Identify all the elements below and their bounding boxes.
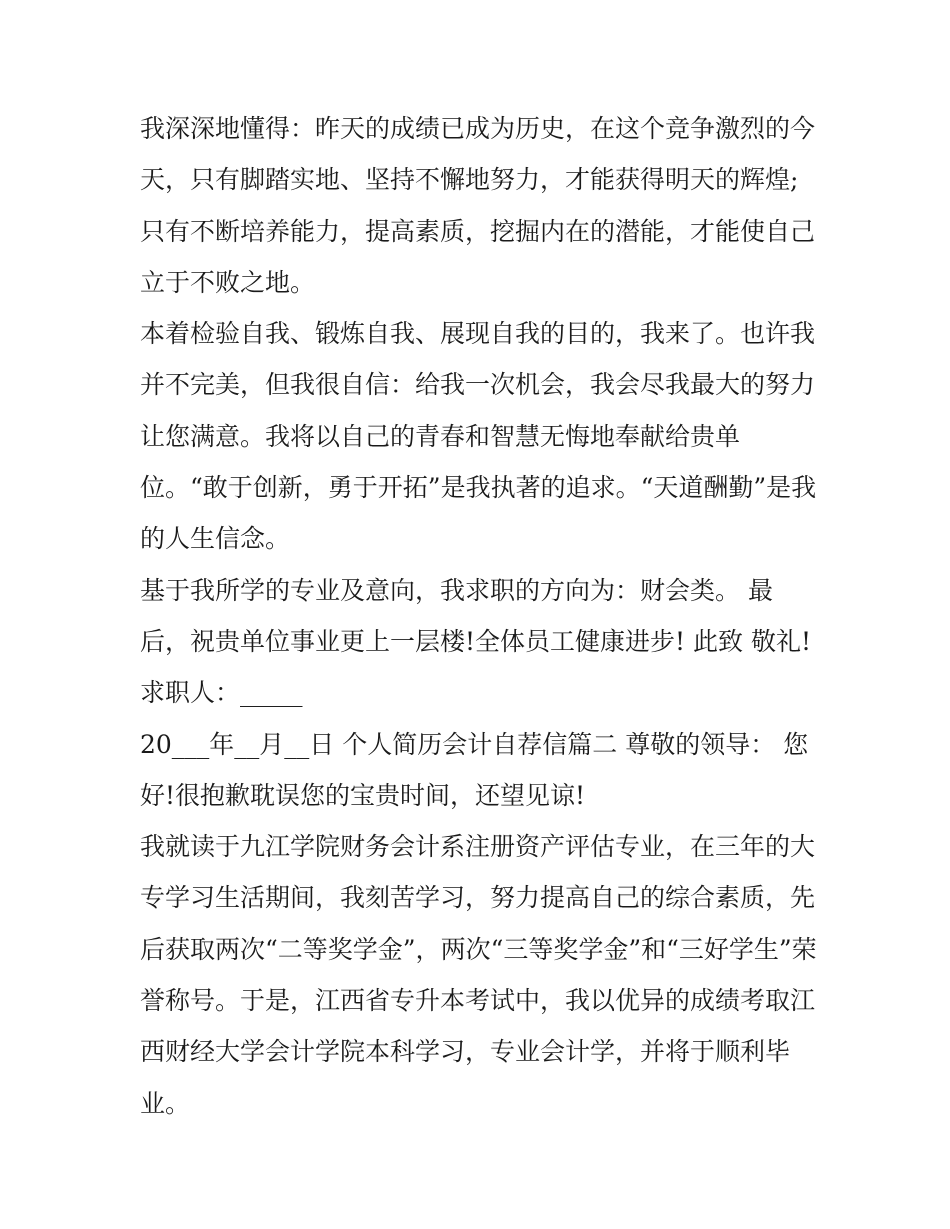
date-line: 20___年__月__日 个人简历会计自荐信篇二 尊敬的领导： 您 bbox=[140, 729, 809, 759]
text-line: 西财经大学会计学院本科学习，专业会计学，并将于顺利毕 bbox=[140, 1037, 791, 1067]
text-line: 后，祝贵单位事业更上一层楼!全体员工健康进步! 此致 敬礼! bbox=[140, 626, 812, 656]
text-line: 本着检验自我、锻炼自我、展现自我的目的，我来了。也许我 bbox=[140, 319, 816, 349]
text-line: 位。“敢于创新，勇于开拓”是我执著的追求。“天道酬勤”是我 bbox=[140, 473, 817, 503]
text-line: 天，只有脚踏实地、坚持不懈地努力，才能获得明天的辉煌; bbox=[140, 165, 799, 195]
text-line: 我深深地懂得：昨天的成绩已成为历史，在这个竞争激烈的今 bbox=[140, 114, 816, 143]
text-line: 的人生信念。 bbox=[140, 524, 291, 554]
text-line: 业。 bbox=[140, 1088, 191, 1118]
text-line: 基于我所学的专业及意向，我求职的方向为：财会类。 最 bbox=[140, 575, 773, 605]
text-line: 我就读于九江学院财务会计系注册资产评估专业，在三年的大 bbox=[140, 832, 816, 862]
text-line: 只有不断培养能力，提高素质，挖掘内在的潜能，才能使自己 bbox=[140, 216, 816, 246]
text-line: 立于不败之地。 bbox=[140, 267, 316, 297]
letter-body bbox=[140, 103, 820, 1129]
text-line: 让您满意。我将以自己的青春和智慧无悔地奉献给贵单 bbox=[140, 421, 741, 451]
signature-line: 求职人：_____ bbox=[140, 678, 303, 708]
text-line: 并不完美，但我很自信：给我一次机会，我会尽我最大的努力 bbox=[140, 370, 816, 400]
text-line: 好!很抱歉耽误您的宝贵时间，还望见谅! bbox=[140, 780, 586, 810]
text-line: 专学习生活期间，我刻苦学习，努力提高自己的综合素质，先 bbox=[140, 883, 816, 913]
text-line: 后获取两次“二等奖学金”，两次“三等奖学金”和“三好学生”荣 bbox=[140, 934, 817, 964]
text-line: 誉称号。于是，江西省专升本考试中，我以优异的成绩考取江 bbox=[140, 986, 816, 1016]
